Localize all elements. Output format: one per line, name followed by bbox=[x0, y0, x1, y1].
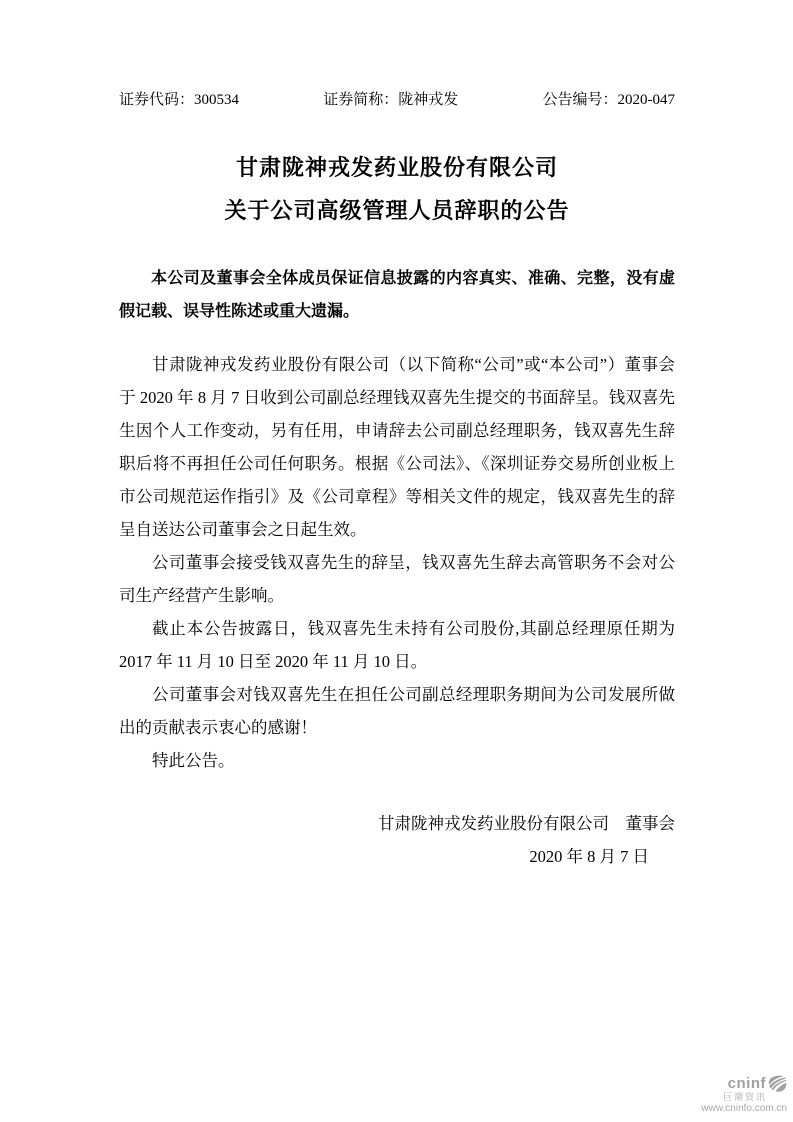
cninfo-logo bbox=[677, 1075, 787, 1093]
signature-date: 2020 年 8 月 7 日 bbox=[529, 847, 649, 866]
page-content bbox=[119, 90, 675, 873]
company-name-title-line: 甘肃陇神戎发药业股份有限公司 bbox=[235, 155, 558, 180]
cninfo-logo-text: cninf bbox=[727, 1074, 766, 1092]
cninfo-chinese-name: 巨潮资讯 bbox=[722, 1092, 767, 1103]
document-header bbox=[119, 90, 675, 110]
disclosure-statement: 本公司及董事会全体成员保证信息披露的内容真实、准确、完整，没有虚假记载、误导性陈述或重大遗漏。 bbox=[119, 270, 675, 320]
stock-short-name: 证券简称：陇神戎发 bbox=[323, 92, 459, 108]
body-paragraph-1: 甘肃陇神戎发药业股份有限公司（以下简称“公司”或“本公司”）董事会于 2020 年 8 月 7 日收到公司副总经理钱双喜先生提交的书面辞呈。钱双喜先生因个人工作变动，另有任用，申请辞去公司副总经理职务，钱双喜先生辞职后将不再担任公司任何职务。根据《公司法》、《深圳证券交易所创业板上市公司规范运作指引》及《公司章程》等相关文件的规定，钱双喜先生的辞呈自送达公司董事会之日起生效。 bbox=[119, 355, 675, 539]
cninfo-url: www.cninfo.com.cn bbox=[701, 1103, 787, 1114]
closing-line: 特此公告。 bbox=[152, 751, 235, 770]
signature-company: 甘肃陇神戎发药业股份有限公司 董事会 bbox=[378, 814, 675, 833]
announcement-title-line: 关于公司高级管理人员辞职的公告 bbox=[224, 198, 570, 223]
body-paragraph-2: 公司董事会接受钱双喜先生的辞呈，钱双喜先生辞去高管职务不会对公司生产经营产生影响。 bbox=[119, 553, 675, 605]
page-title bbox=[119, 146, 675, 232]
stock-code: 证券代码：300534 bbox=[119, 92, 240, 108]
body-paragraph-3: 截止本公告披露日，钱双喜先生未持有公司股份,其副总经理原任期为 2017 年 11 月 10 日至 2020 年 11 月 10 日。 bbox=[119, 619, 675, 671]
body-paragraph-4: 公司董事会对钱双喜先生在担任公司副总经理职务期间为公司发展所做出的贡献表示衷心的感谢！ bbox=[119, 685, 675, 737]
cninfo-swirl-icon bbox=[767, 1075, 787, 1093]
announcement-number: 公告编号：2020-047 bbox=[542, 92, 675, 108]
signature-block bbox=[119, 807, 675, 873]
cninfo-watermark bbox=[677, 1075, 787, 1114]
